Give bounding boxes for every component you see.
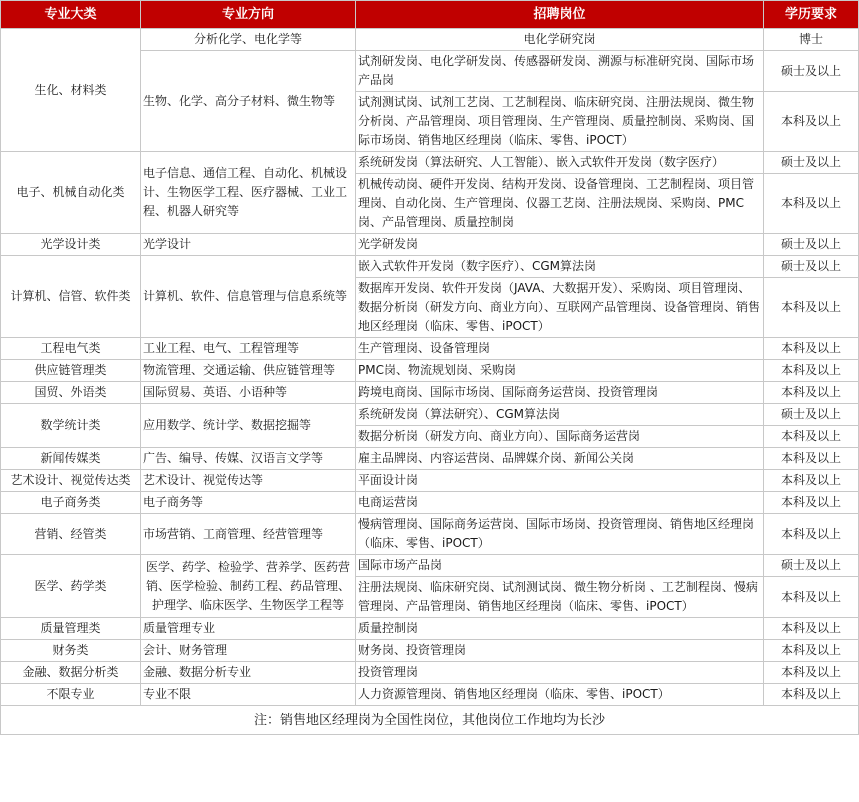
position-cell: 数据库开发岗、软件开发岗（JAVA、大数据开发）、采购岗、项目管理岗、数据分析岗（研发方向、商业方向）、互联网产品管理岗、设备管理岗、销售地区经理岗（临床、零售、iPOCT） [356,278,764,338]
education-cell: 博士 [764,29,859,51]
position-cell: 跨境电商岗、国际市场岗、国际商务运营岗、投资管理岗 [356,382,764,404]
education-cell: 本科及以上 [764,278,859,338]
category-cell: 金融、数据分析类 [1,662,141,684]
major-cell: 分析化学、电化学等 [141,29,356,51]
position-cell: 嵌入式软件开发岗（数字医疗）、CGM算法岗 [356,256,764,278]
position-cell: 慢病管理岗、国际商务运营岗、国际市场岗、投资管理岗、销售地区经理岗（临床、零售、iPOCT） [356,514,764,555]
education-cell: 本科及以上 [764,382,859,404]
table-row [1,360,859,382]
table-row [1,640,859,662]
major-cell: 计算机、软件、信息管理与信息系统等 [141,256,356,338]
table-row [1,404,859,426]
major-cell: 工业工程、电气、工程管理等 [141,338,356,360]
category-cell: 不限专业 [1,684,141,706]
table-row [1,662,859,684]
education-cell: 本科及以上 [764,577,859,618]
education-cell: 硕士及以上 [764,256,859,278]
education-cell: 本科及以上 [764,640,859,662]
position-cell: 系统研发岗（算法研究）、CGM算法岗 [356,404,764,426]
position-cell: 生产管理岗、设备管理岗 [356,338,764,360]
position-cell: 质量控制岗 [356,618,764,640]
position-cell: PMC岗、物流规划岗、采购岗 [356,360,764,382]
position-cell: 投资管理岗 [356,662,764,684]
table-row [1,256,859,278]
header-category: 专业大类 [1,1,141,29]
category-cell: 工程电气类 [1,338,141,360]
major-cell: 电子商务等 [141,492,356,514]
major-cell: 艺术设计、视觉传达等 [141,470,356,492]
footnote: 注：销售地区经理岗为全国性岗位，其他岗位工作地均为长沙 [1,706,859,735]
position-cell: 注册法规岗、临床研究岗、试剂测试岗、微生物分析岗 、工艺制程岗、慢病管理岗、产品管理岗、销售地区经理岗（临床、零售、iPOCT） [356,577,764,618]
position-cell: 试剂研发岗、电化学研发岗、传感器研发岗、溯源与标准研究岗、国际市场产品岗 [356,51,764,92]
position-cell: 人力资源管理岗、销售地区经理岗（临床、零售、iPOCT） [356,684,764,706]
header-education: 学历要求 [764,1,859,29]
category-cell: 国贸、外语类 [1,382,141,404]
position-cell: 机械传动岗、硬件开发岗、结构开发岗、设备管理岗、工艺制程岗、项目管理岗、自动化岗、生产管理岗、仪器工艺岗、注册法规岗、采购岗、PMC岗、产品管理岗、质量控制岗 [356,174,764,234]
education-cell: 硕士及以上 [764,234,859,256]
major-cell: 广告、编导、传媒、汉语言文学等 [141,448,356,470]
education-cell: 本科及以上 [764,684,859,706]
major-cell: 光学设计 [141,234,356,256]
education-cell: 硕士及以上 [764,555,859,577]
table-row [1,29,859,51]
education-cell: 本科及以上 [764,92,859,152]
education-cell: 本科及以上 [764,492,859,514]
category-cell: 财务类 [1,640,141,662]
position-cell: 系统研发岗（算法研究、人工智能）、嵌入式软件开发岗（数字医疗） [356,152,764,174]
category-cell: 新闻传媒类 [1,448,141,470]
table-row [1,470,859,492]
category-cell: 光学设计类 [1,234,141,256]
category-cell: 电子商务类 [1,492,141,514]
table-row [1,492,859,514]
major-cell: 质量管理专业 [141,618,356,640]
category-cell: 数学统计类 [1,404,141,448]
table-row [1,152,859,174]
education-cell: 本科及以上 [764,360,859,382]
major-cell: 生物、化学、高分子材料、微生物等 [141,51,356,152]
header-major: 专业方向 [141,1,356,29]
category-cell: 计算机、信管、软件类 [1,256,141,338]
table-row [1,618,859,640]
header-row [1,1,859,29]
position-cell: 电化学研究岗 [356,29,764,51]
category-cell: 生化、材料类 [1,29,141,152]
education-cell: 本科及以上 [764,618,859,640]
education-cell: 硕士及以上 [764,51,859,92]
position-cell: 国际市场产品岗 [356,555,764,577]
position-cell: 平面设计岗 [356,470,764,492]
major-cell: 会计、财务管理 [141,640,356,662]
category-cell: 电子、机械自动化类 [1,152,141,234]
education-cell: 本科及以上 [764,426,859,448]
education-cell: 硕士及以上 [764,404,859,426]
table-body [1,29,859,706]
major-cell: 应用数学、统计学、数据挖掘等 [141,404,356,448]
category-cell: 医学、药学类 [1,555,141,618]
major-cell: 专业不限 [141,684,356,706]
table-row [1,684,859,706]
position-cell: 光学研发岗 [356,234,764,256]
category-cell: 营销、经管类 [1,514,141,555]
education-cell: 本科及以上 [764,514,859,555]
education-cell: 本科及以上 [764,662,859,684]
position-cell: 雇主品牌岗、内容运营岗、品牌媒介岗、新闻公关岗 [356,448,764,470]
note-row [1,706,859,735]
education-cell: 本科及以上 [764,470,859,492]
education-cell: 硕士及以上 [764,152,859,174]
header-position: 招聘岗位 [356,1,764,29]
education-cell: 本科及以上 [764,448,859,470]
category-cell: 供应链管理类 [1,360,141,382]
major-cell: 医学、药学、检验学、营养学、医药营销、医学检验、制药工程、药品管理、护理学、临床医学、生物医学工程等 [141,555,356,618]
major-cell: 国际贸易、英语、小语种等 [141,382,356,404]
table-row [1,555,859,577]
category-cell: 质量管理类 [1,618,141,640]
position-cell: 电商运营岗 [356,492,764,514]
education-cell: 本科及以上 [764,338,859,360]
table-row [1,338,859,360]
major-cell: 市场营销、工商管理、经营管理等 [141,514,356,555]
major-cell: 电子信息、通信工程、自动化、机械设计、生物医学工程、医疗器械、工业工程、机器人研究等 [141,152,356,234]
education-cell: 本科及以上 [764,174,859,234]
table-row [1,448,859,470]
major-cell: 物流管理、交通运输、供应链管理等 [141,360,356,382]
table-row [1,514,859,555]
position-cell: 试剂测试岗、试剂工艺岗、工艺制程岗、临床研究岗、注册法规岗、微生物分析岗、产品管理岗、项目管理岗、生产管理岗、质量控制岗、采购岗、国际市场岗、销售地区经理岗（临床、零售、iPOCT） [356,92,764,152]
position-cell: 财务岗、投资管理岗 [356,640,764,662]
major-cell: 金融、数据分析专业 [141,662,356,684]
position-cell: 数据分析岗（研发方向、商业方向）、国际商务运营岗 [356,426,764,448]
category-cell: 艺术设计、视觉传达类 [1,470,141,492]
table-row [1,234,859,256]
table-row [1,382,859,404]
